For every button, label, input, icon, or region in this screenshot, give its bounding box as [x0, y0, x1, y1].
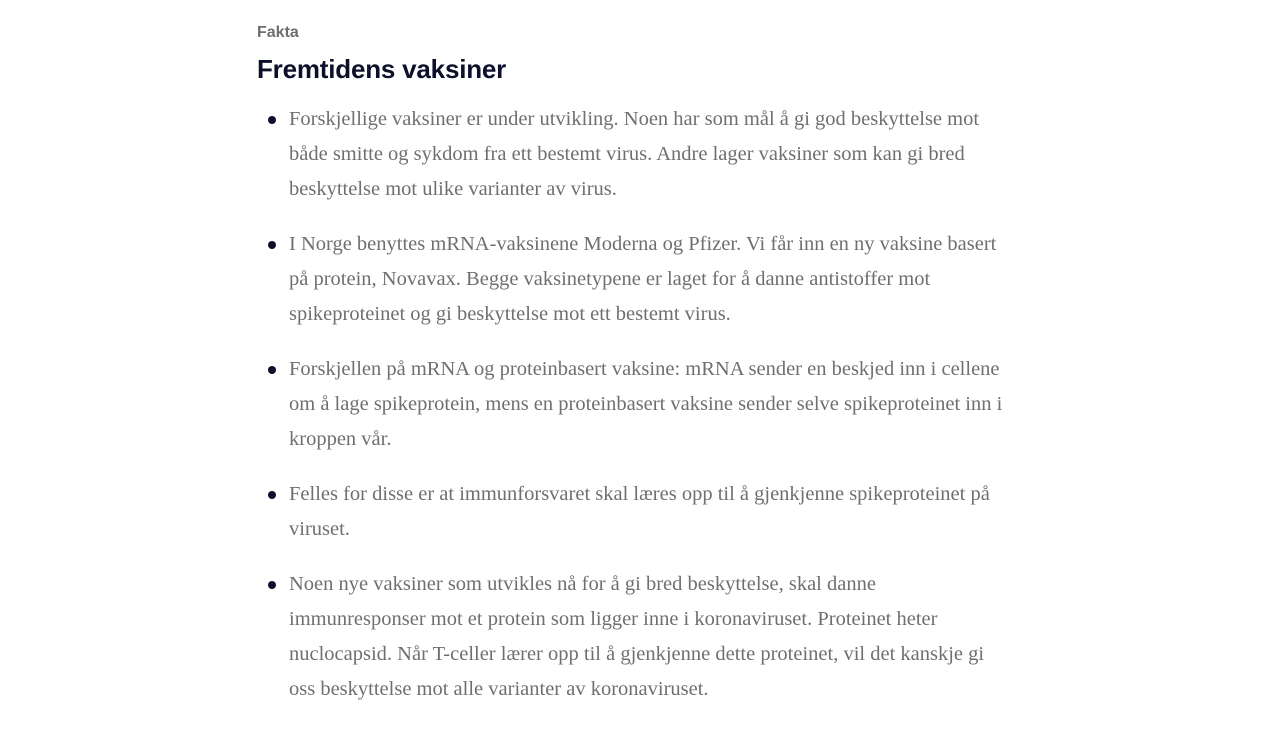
bullet-dot-icon [268, 116, 276, 124]
bullet-dot-icon [268, 491, 276, 499]
fact-list-item [257, 567, 1009, 707]
fact-list-item [257, 227, 1009, 332]
fact-list-item-text: Noen nye vaksiner som utvikles nå for å gi bred beskyttelse, skal danne immunresponser mot et protein som ligger inne i koronaviruset. Proteinet heter nuclocapsid. Når T-celler lærer opp til å gjenkjenne dette proteinet, vil det kanskje gi oss beskyttelse mot alle varianter av koronaviruset. [289, 573, 985, 700]
fact-label: Fakta [257, 24, 299, 41]
bullet-dot-icon [268, 366, 276, 374]
fact-list-item [257, 352, 1009, 457]
fact-title: Fremtidens vaksiner [257, 54, 507, 84]
fact-list-item-text: I Norge benyttes mRNA-vaksinene Moderna og Pfizer. Vi får inn en ny vaksine basert på protein, Novavax. Begge vaksinetypene er laget for å danne antistoffer mot spikeproteinet og gi beskyttelse mot ett bestemt virus. [289, 233, 997, 325]
fact-list-item [257, 477, 1009, 547]
fact-list-item-text: Felles for disse er at immunforsvaret skal læres opp til å gjenkjenne spikeproteinet på viruset. [289, 483, 990, 540]
fact-box [257, 22, 1017, 727]
fact-list-item-text: Forskjellen på mRNA og proteinbasert vaksine: mRNA sender en beskjed inn i cellene om å lage spikeprotein, mens en proteinbasert vaksine sender selve spikeproteinet inn i kroppen vår. [289, 358, 1003, 450]
fact-list-item-text: Forskjellige vaksiner er under utvikling. Noen har som mål å gi god beskyttelse mot både smitte og sykdom fra ett bestemt virus. Andre lager vaksiner som kan gi bred beskyttelse mot ulike varianter av virus. [289, 108, 980, 200]
fact-list [257, 102, 1017, 707]
fact-list-item [257, 102, 1009, 207]
bullet-dot-icon [268, 241, 276, 249]
bullet-dot-icon [268, 581, 276, 589]
